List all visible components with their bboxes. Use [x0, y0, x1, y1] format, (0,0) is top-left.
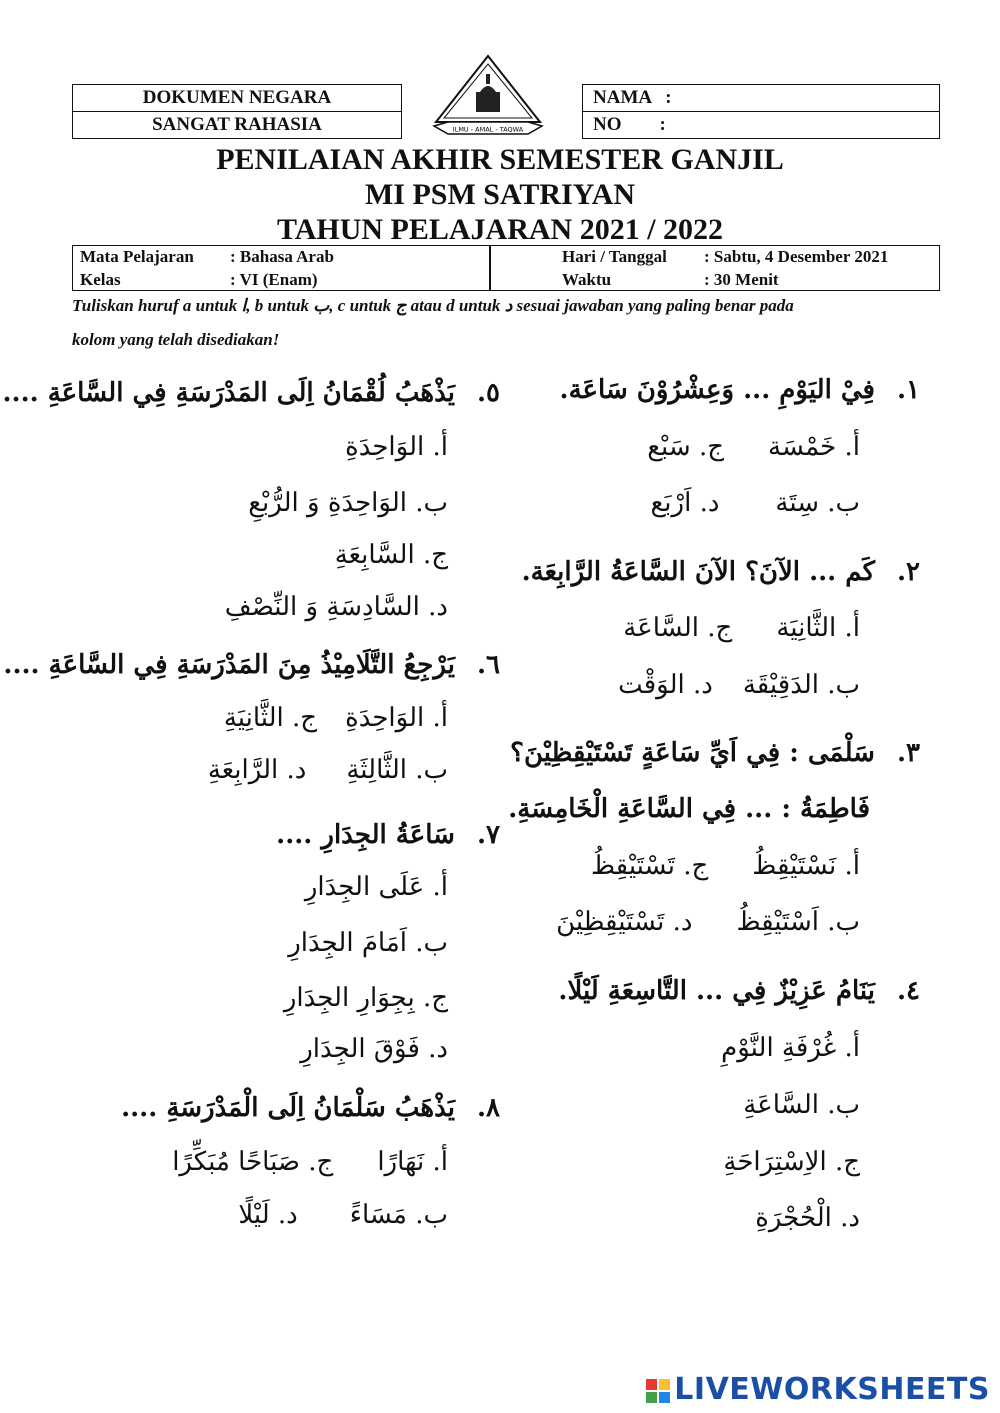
q2-option-c[interactable]: ج. السَّاعَة [623, 613, 733, 643]
liveworksheets-watermark: LIVEWORKSHEETS [646, 1372, 990, 1407]
time-label: Waktu [562, 270, 612, 289]
subject-label: Mata Pelajaran [80, 247, 194, 266]
school-name: MI PSM SATRIYAN [364, 178, 636, 211]
name-field[interactable]: NAMA : [582, 84, 940, 112]
question-8: ٨.يَذْهَبُ سَلْمَانُ اِلَى الْمَدْرَسَةِ .... [121, 1093, 500, 1123]
q4-option-d[interactable]: د. الْحُجْرَةِ [755, 1203, 860, 1233]
exam-title: PENILAIAN AKHIR SEMESTER GANJIL [216, 143, 784, 176]
q1-option-b[interactable]: ب. سِتَة [775, 488, 860, 518]
class-value: : VI (Enam) [230, 270, 318, 289]
subject-value: : Bahasa Arab [230, 247, 334, 266]
question-4: ٤.يَنَامُ عَزِيْزٌ فِي ... التَّاسِعَةِ لَيْلًا. [558, 976, 920, 1006]
q3-option-a[interactable]: أ. نَسْتَيْقِظُ [752, 851, 860, 881]
question-3-dialogue: فَاطِمَةُ : ... فِي السَّاعَةِ الْخَامِسَةِ. [508, 794, 870, 824]
q2-option-a[interactable]: أ. الثَّانِيَة [776, 613, 860, 643]
q1-option-d[interactable]: د. اَرْبَع [650, 488, 720, 518]
q4-option-b[interactable]: ب. السَّاعَةِ [743, 1090, 860, 1120]
time-value: : 30 Menit [704, 270, 779, 289]
q3-option-b[interactable]: ب. اَسْتَيْقِظُ [736, 907, 860, 937]
question-3-options-row-1 [591, 851, 860, 881]
q1-option-a[interactable]: أ. خَمْسَة [768, 432, 860, 462]
date-value: : Sabtu, 4 Desember 2021 [704, 247, 889, 266]
question-2: ٢.كَم ... الآنَ؟ الآنَ السَّاعَةُ الرَّابِعَة. [521, 557, 920, 587]
q8-option-c[interactable]: ج. صَبَاحًا مُبَكِّرًا [172, 1147, 334, 1177]
question-6: ٦.يَرْجِعُ التَّلَامِيْذُ مِنَ المَدْرَسَةِ فِي السَّاعَةِ .... [3, 650, 500, 680]
question-8-options-row-1 [172, 1147, 448, 1177]
school-logo [428, 52, 548, 140]
instruction-line-1: Tuliskan huruf a untuk ا, b untuk ب, c untuk ج atau d untuk د sesuai jawaban yang paling benar pada [72, 296, 794, 315]
question-2-options-row-1 [623, 613, 860, 643]
question-1-options-row-1 [647, 432, 860, 462]
q6-option-a[interactable]: أ. الوَاحِدَةِ [345, 703, 448, 733]
q8-option-d[interactable]: د. لَيْلًا [238, 1200, 298, 1230]
number-field[interactable]: NO : [582, 111, 940, 139]
doc-label-negara: DOKUMEN NEGARA [72, 84, 402, 112]
question-5: ٥.يَذْهَبُ لُقْمَانُ اِلَى المَدْرَسَةِ فِي السَّاعَةِ .... [2, 378, 500, 408]
q4-option-c[interactable]: ج. الاِسْتِرَاحَةِ [723, 1147, 860, 1177]
q7-option-c[interactable]: ج. بِجِوَارِ الجِدَارِ [283, 983, 448, 1013]
q2-option-b[interactable]: ب. الدَقِيْقَة [742, 670, 860, 700]
q6-option-d[interactable]: د. الرَّابِعَةِ [207, 755, 307, 785]
question-8-options-row-2 [238, 1200, 448, 1230]
question-3: ٣.سَلْمَى : فِي اَيِّ سَاعَةٍ تَسْتَيْقِظِيْنَ؟ [510, 738, 920, 768]
q1-option-c[interactable]: ج. سَبْع [647, 432, 724, 462]
question-1: ١.فِيْ اليَوْمِ ... وَعِشْرُوْنَ سَاعَة. [559, 375, 920, 405]
question-2-options-row-2 [618, 670, 860, 700]
q3-option-d[interactable]: د. تَسْتَيْقِظِيْنَ [556, 907, 693, 937]
q8-option-b[interactable]: ب. مَسَاءً [349, 1200, 448, 1230]
question-6-options-row-2 [208, 755, 448, 785]
q5-option-a[interactable]: أ. الوَاحِدَةِ [345, 432, 448, 462]
q2-option-d[interactable]: د. الوَقْت [618, 670, 713, 700]
svg-text:ILMU - AMAL - TAQWA: ILMU - AMAL - TAQWA [452, 125, 524, 134]
liveworksheets-logo-icon [646, 1379, 670, 1403]
question-7: ٧.سَاعَةُ الجِدَارِ .... [276, 820, 500, 850]
q6-option-b[interactable]: ب. الثَّالِثَةِ [346, 755, 448, 785]
q5-option-d[interactable]: د. السَّادِسَةِ وَ النِّصْفِ [224, 592, 448, 622]
q7-option-d[interactable]: د. فَوْقَ الجِدَارِ [300, 1034, 448, 1064]
q7-option-b[interactable]: ب. اَمَامَ الجِدَارِ [288, 928, 448, 958]
q4-option-a[interactable]: أ. غُرْفَةِ النَّوْمِ [721, 1033, 860, 1063]
q6-option-c[interactable]: ج. الثَّانِيَةِ [223, 703, 318, 733]
q3-option-c[interactable]: ج. تَسْتَيْقِظُ [591, 851, 709, 881]
academic-year: TAHUN PELAJARAN 2021 / 2022 [276, 213, 724, 246]
q7-option-a[interactable]: أ. عَلَى الجِدَارِ [304, 872, 448, 902]
question-6-options-row-1 [224, 703, 448, 733]
q5-option-b[interactable]: ب. الوَاحِدَةِ وَ الرُّبْعِ [248, 488, 448, 518]
q5-option-c[interactable]: ج. السَّابِعَةِ [334, 540, 448, 570]
question-1-options-row-2 [650, 488, 860, 518]
question-3-options-row-2 [556, 907, 860, 937]
class-label: Kelas [80, 270, 121, 289]
instruction-line-2: kolom yang telah disediakan! [72, 330, 280, 349]
date-label: Hari / Tanggal [562, 247, 667, 266]
doc-label-rahasia: SANGAT RAHASIA [72, 111, 402, 139]
q8-option-a[interactable]: أ. نَهَارًا [377, 1147, 448, 1177]
